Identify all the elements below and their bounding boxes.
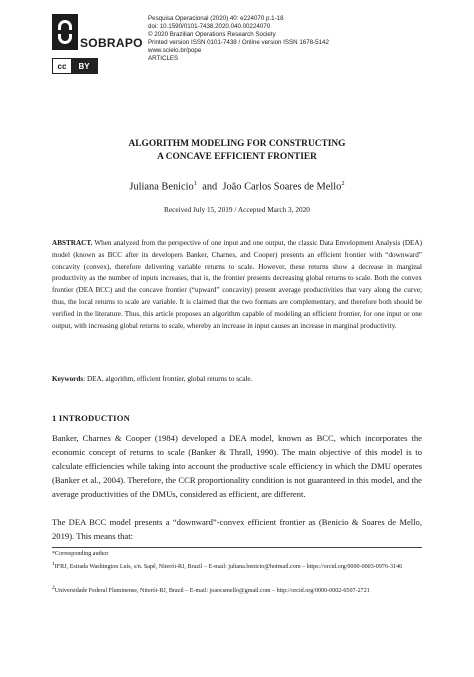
doi[interactable]: doi: 10.1590/0101-7438.2020.040.00224070 bbox=[148, 23, 271, 31]
cc-icon: cc bbox=[53, 59, 71, 73]
intro-paragraph-1: Banker, Charnes & Cooper (1984) developed a DEA model, known as BCC, which incorporates the economic concept of returns to scale (Banker & Thrall, 1990). The main objective of this model is to calculate efficiencies while taking into account the productive scale efficiency in which the DMU operates (Banker et al., 2004). Therefore, the CCR proportionality condition is not guaranteed in this model, and the average productivities of the DMUs, considered as efficient, are different. bbox=[52, 433, 422, 499]
received-dates: Received July 15, 2019 / Accepted March 3, 2020 bbox=[164, 205, 310, 214]
issn: Printed version ISSN 0101-7438 / Online version ISSN 1678-5142 bbox=[148, 39, 329, 47]
journal-metadata bbox=[148, 15, 329, 64]
journal-logo bbox=[52, 14, 142, 70]
footnote-divider bbox=[52, 547, 422, 548]
sobrapo-logo-icon bbox=[52, 14, 78, 50]
journal-url[interactable]: www.scielo.br/pope bbox=[148, 47, 202, 55]
keywords-label: Keywords bbox=[52, 375, 84, 383]
footnote-corresponding: *Corresponding author bbox=[52, 551, 109, 557]
journal-citation: Pesquisa Operacional (2020) 40: e224070 p.1-18 bbox=[148, 15, 284, 22]
section-heading-introduction: 1 INTRODUCTION bbox=[52, 413, 131, 423]
keywords-text: : DEA, algorithm, efficient frontier, global returns to scale. bbox=[83, 375, 253, 383]
keywords bbox=[52, 375, 422, 383]
intro-paragraph-2: The DEA BCC model presents a “downward”-convex efficient frontier as (Benicio & Soares de Mello, 2019). This means that: bbox=[52, 517, 422, 541]
authors: Juliana Benicio$^1$ and João Carlos Soares de Mello$^2$ bbox=[129, 180, 345, 193]
abstract-label: ABSTRACT. bbox=[52, 239, 93, 247]
author-2: João Carlos Soares de Mello bbox=[222, 181, 342, 193]
footnote-1: $^1$IFRJ, Estrada Washington Luís, s/n. Sapê, Niterói-RJ, Brazil – E-mail: juliana.benicio@hotmail.com – https://orcid.org/0000-0003-0976-3146 bbox=[52, 561, 403, 571]
section-label: ARTICLES bbox=[148, 55, 179, 63]
copyright: © 2020 Brazilian Operations Research Society bbox=[148, 31, 276, 39]
abstract bbox=[52, 238, 422, 332]
paper-title: ALGORITHM MODELING FOR CONSTRUCTING A CONCAVE EFFICIENT FRONTIER bbox=[128, 139, 346, 162]
cc-by-license-badge[interactable] bbox=[52, 58, 98, 74]
logo-text: SOBRAPO bbox=[80, 36, 143, 50]
abstract-text: When analyzed from the perspective of one input and one output, the classic Data Envelopment Analysis (DEA) model (known as BCC after its developers Banker, Charnes, and Cooper) presents an efficient frontier with “downward” concavity (convex), therefore delivering variable returns to scale. However, these returns show a decrease in marginal productivity as the number of inputs increases, that is, the frontier presents decreasing global returns to scale. Both the convex frontier (DEA BCC) and the concave frontier (“upward” concavity) present average productivities that vary along the curve; thus, the local returns to scale are variable. It is claimed that the two formats are complementary, and therefore both should be verified in the literature. Thus, this article proposes an algorithm capable of modeling an efficient frontier, for one input or one output, with increasing global returns to scale, whereby an increase in input causes an increase in marginal productivity. bbox=[52, 239, 422, 330]
by-label: BY bbox=[71, 59, 97, 73]
footnote-2: $^2$Universidade Federal Fluminense, Niterói-RJ, Brazil – E-mail: joaocsmello@gmail.com – http://orcid.org/0000-0002-6507-2721 bbox=[52, 585, 370, 595]
author-1: Juliana Benicio bbox=[129, 181, 194, 193]
